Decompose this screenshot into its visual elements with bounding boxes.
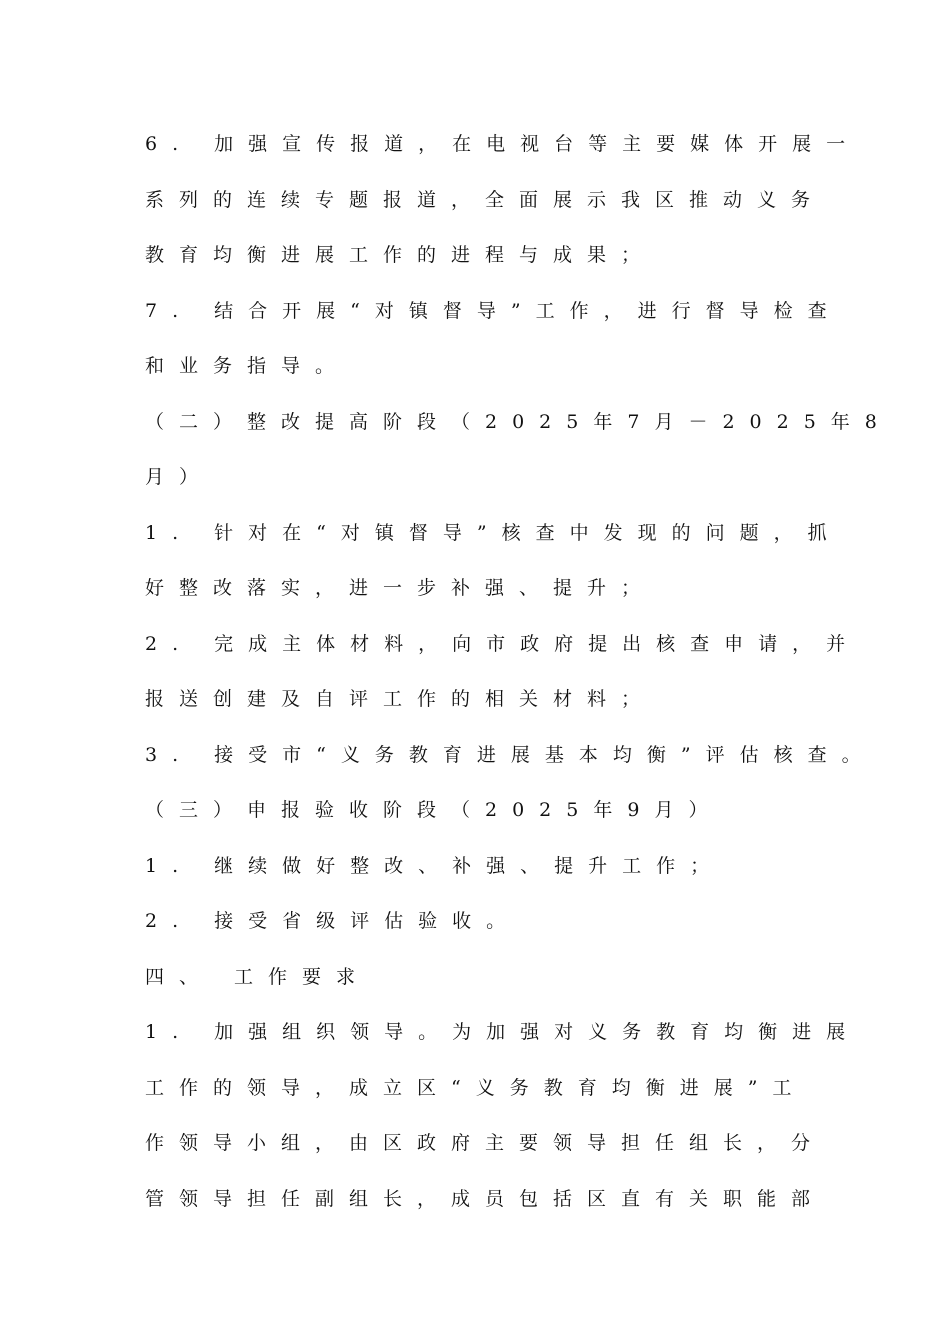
text-line: 2. 完成主体材料，向市政府提出核查申请，并: [145, 632, 861, 655]
text-line: 1. 继续做好整改、补强、提升工作；: [145, 854, 725, 877]
text-line: 系列的连续专题报道，全面展示我区推动义务: [145, 188, 826, 211]
text-line: 作领导小组，由区政府主要领导担任组长，分: [145, 1132, 826, 1154]
text-line: 1. 针对在“对镇督导”核查中发现的问题，抓: [145, 521, 842, 544]
text-line: 1. 加强组织领导。为加强对义务教育均衡进展: [145, 1021, 861, 1043]
text-line: 教育均衡进展工作的进程与成果；: [145, 244, 656, 266]
text-line: 7. 结合开展“对镇督导”工作，进行督导检查: [145, 299, 842, 322]
text-line: 2. 接受省级评估验收。: [145, 910, 521, 932]
text-line: 3. 接受市“义务教育进展基本均衡”评估核查。: [145, 743, 876, 766]
text-line: 6. 加强宣传报道，在电视台等主要媒体开展一: [145, 133, 861, 155]
text-line: 和业务指导。: [145, 355, 350, 377]
section-heading: 四、 工作要求: [145, 965, 371, 988]
text-line: 好整改落实，进一步补强、提升；: [145, 577, 656, 599]
document-body: [145, 125, 892, 1235]
text-line: 管领导担任副组长，成员包括区直有关职能部: [145, 1187, 826, 1210]
text-line: 报送创建及自评工作的相关材料；: [145, 688, 656, 710]
text-line: 工作的领导，成立区“义务教育均衡进展”工: [145, 1076, 807, 1099]
section-heading: （二）整改提高阶段（2025年7月－2025年8: [145, 410, 892, 433]
section-heading: （三）申报验收阶段（2025年9月）: [145, 799, 723, 821]
section-heading-continued: 月）: [145, 466, 214, 488]
